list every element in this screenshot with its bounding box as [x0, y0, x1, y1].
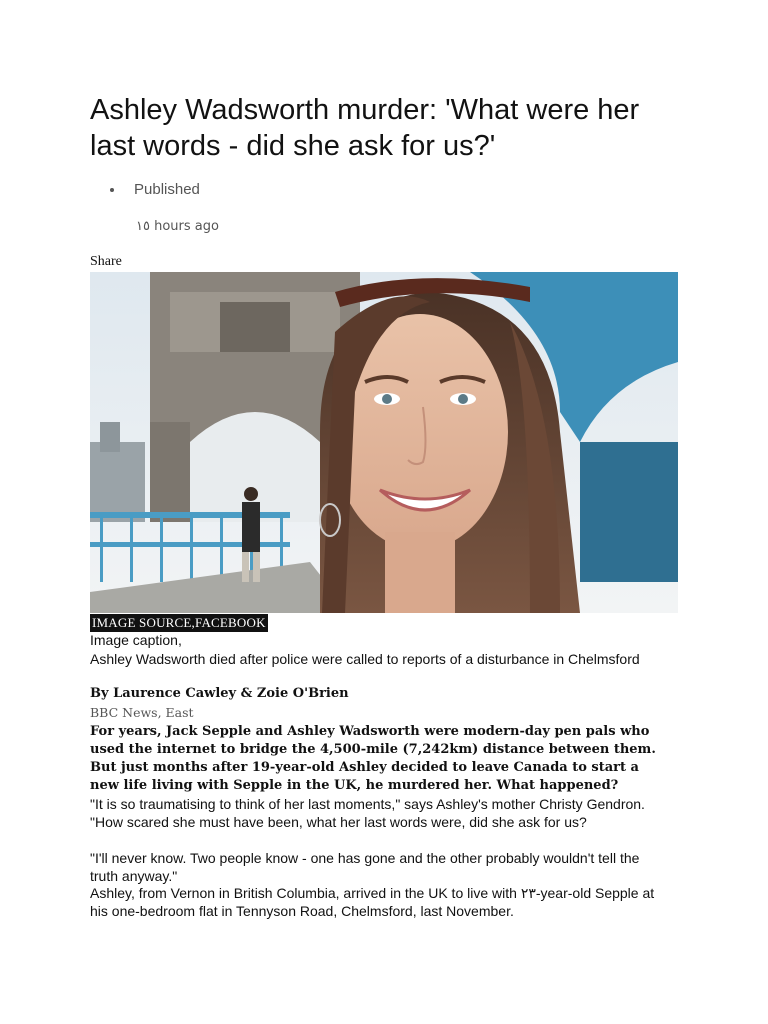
share-button[interactable]: Share	[90, 254, 122, 269]
article-photo	[90, 272, 678, 613]
article-paragraph: "I'll never know. Two people know - one has gone and the other probably wouldn't tell the truth anyway."	[90, 850, 640, 884]
publish-timestamp: ١٥ hours ago	[136, 219, 219, 234]
article-paragraph: Ashley, from Vernon in British Columbia, arrived in the UK to live with ٢٣-year-old Sepple at his one-bedroom flat in Tennyson Road, Chelmsford, last November.	[90, 885, 655, 919]
published-meta	[110, 181, 200, 198]
published-label: Published	[134, 181, 200, 198]
outlet-label: BBC News, East	[90, 705, 194, 720]
article-lede: For years, Jack Sepple and Ashley Wadsworth were modern-day pen pals who used the internet to bridge the 4,500-mile (7,242km) distance between them. But just months after 19-year-old Ashley decided to leave Canada to start a new life living with Sepple in the UK, he murdered her. What happened?	[90, 724, 656, 793]
article-paragraph: "It is so traumatising to think of her last moments," says Ashley's mother Christy Gendron. "How scared she must have been, what her last words were, did she ask for us?	[90, 796, 645, 830]
published-item	[110, 181, 200, 198]
byline: By Laurence Cawley & Zoie O'Brien	[90, 686, 349, 701]
bullet-icon	[110, 188, 114, 192]
image-caption-text: Ashley Wadsworth died after police were called to reports of a disturbance in Chelmsford	[90, 651, 640, 667]
image-caption-label: Image caption,	[90, 632, 182, 648]
article-headline: Ashley Wadsworth murder: 'What were her last words - did she ask for us?'	[90, 94, 640, 162]
image-source-tag: IMAGE SOURCE,FACEBOOK	[92, 615, 266, 630]
